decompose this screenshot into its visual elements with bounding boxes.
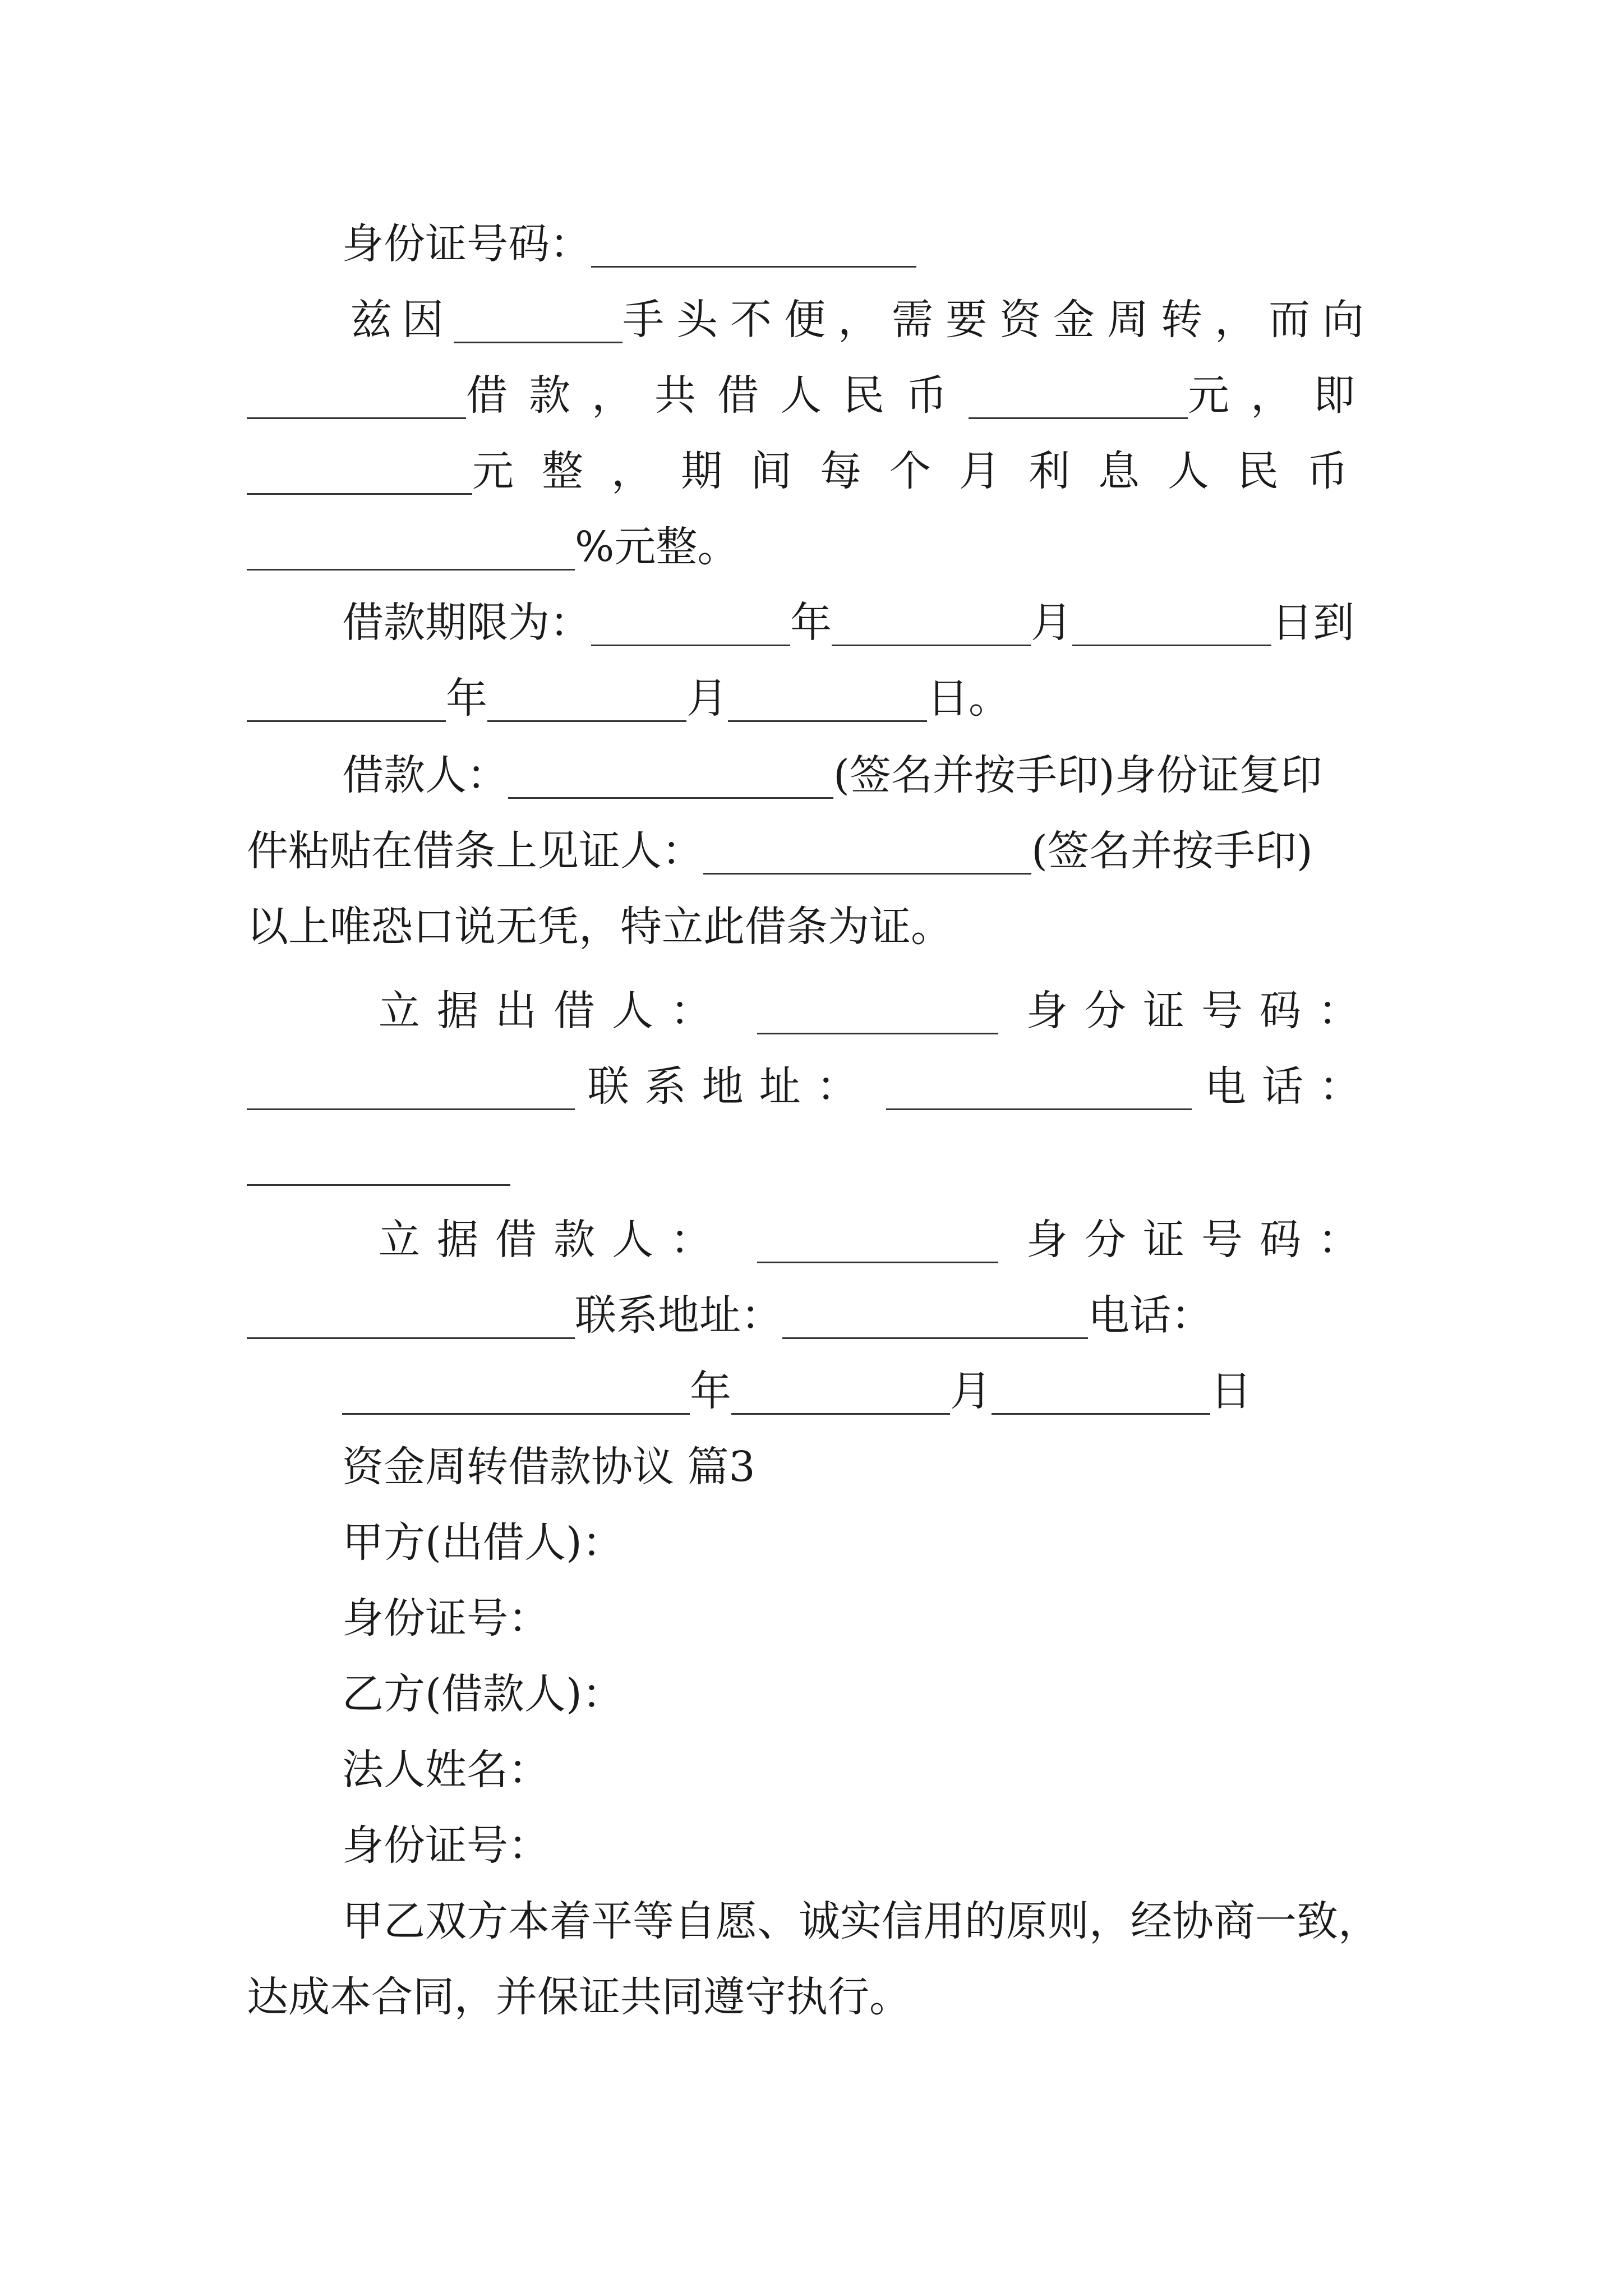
borrower-sign-suffix: (签名并按手印)身份证复印 <box>833 751 1322 799</box>
witness-suffix: (签名并按手印) <box>1031 827 1313 875</box>
reason-rate-text: %元整。 <box>575 523 739 571</box>
section-title <box>247 1433 1376 1501</box>
date-month: 月 <box>950 1367 992 1415</box>
id-number-label: 身份证号码： <box>342 220 591 268</box>
term-month-blank <box>832 606 1031 646</box>
id-number-line <box>247 210 1376 278</box>
witness-label: 件粘贴在借条上见证人： <box>247 827 703 875</box>
term-end-month-blank <box>487 682 686 722</box>
term-line-2 <box>247 665 1376 732</box>
lender-label: 立据出借人： <box>379 987 728 1035</box>
borrower-line-1 <box>247 1206 1376 1273</box>
lender-phone-blank <box>247 1146 510 1186</box>
borrower-phone-label: 电话： <box>1088 1291 1212 1340</box>
term-label: 借款期限为： <box>342 599 591 647</box>
reason-blank-5 <box>247 531 575 570</box>
reason-loan-text: 借款，共借人民币 <box>466 371 969 420</box>
proof-statement: 以上唯恐口说无凭，特立此借条为证。 <box>247 903 952 951</box>
reason-prefix: 兹因 <box>351 296 454 344</box>
term-line-1 <box>247 589 1376 656</box>
legal-name-line <box>247 1736 1376 1803</box>
borrower-line-2 <box>247 1282 1376 1349</box>
date-year-blank <box>342 1375 690 1415</box>
borrower-addr-blank <box>782 1299 1088 1339</box>
term-month: 月 <box>1031 599 1072 647</box>
preamble-line-2 <box>247 1963 1376 2031</box>
reason-line-3 <box>247 438 1376 505</box>
lender-id-label: 身分证号码： <box>1026 987 1376 1035</box>
borrower-sign-label: 借款人： <box>342 751 508 799</box>
date-day: 日 <box>1210 1367 1252 1415</box>
term-year: 年 <box>790 599 832 647</box>
party-b-label: 乙方(借款人)： <box>342 1670 624 1718</box>
borrower-id-blank <box>247 1299 575 1339</box>
lender-phone-label: 电话： <box>1204 1062 1376 1111</box>
party-b-id-line <box>247 1812 1376 1879</box>
term-year-blank <box>591 606 790 646</box>
date-month-blank <box>731 1375 950 1415</box>
reason-line-4 <box>247 513 1376 581</box>
party-a-line <box>247 1509 1376 1576</box>
term-day-blank <box>1072 606 1271 646</box>
borrower-addr-label: 联系地址： <box>575 1291 782 1340</box>
date-line <box>247 1358 1376 1425</box>
reason-blank-4 <box>247 455 472 495</box>
lender-id-blank <box>247 1070 575 1110</box>
reason-interest-text: 元整，期间每个月利息人民币 <box>472 447 1376 495</box>
section-title-text: 资金周转借款协议 篇3 <box>342 1443 755 1491</box>
party-b-line <box>247 1660 1376 1728</box>
term-end-month: 月 <box>686 674 728 723</box>
lender-addr-blank <box>886 1070 1192 1110</box>
term-end-year: 年 <box>446 674 487 723</box>
borrower-blank <box>757 1223 998 1263</box>
lender-line-2 <box>247 1053 1376 1120</box>
term-end-day: 日。 <box>927 674 1010 723</box>
reason-blank-3 <box>969 379 1188 419</box>
reason-line-2 <box>247 362 1376 429</box>
lender-line-3 <box>247 1129 1376 1196</box>
borrower-sign-blank <box>508 759 833 799</box>
legal-name-label: 法人姓名： <box>342 1746 550 1794</box>
term-end-day-blank <box>728 682 927 722</box>
date-year: 年 <box>690 1367 731 1415</box>
preamble-text-1: 甲乙双方本着平等自愿、诚实信用的原则，经协商一致， <box>342 1897 1380 1945</box>
borrower-id-label: 身分证号码： <box>1026 1216 1376 1264</box>
reason-suffix: 手头不便，需要资金周转，而向 <box>623 296 1376 344</box>
reason-blank-1 <box>454 303 623 343</box>
party-a-id-label: 身份证号： <box>342 1594 550 1642</box>
date-day-blank <box>992 1375 1210 1415</box>
lender-addr-label: 联系地址： <box>587 1062 874 1111</box>
preamble-line-1 <box>247 1888 1380 1955</box>
party-a-id-line <box>247 1585 1376 1652</box>
term-end-year-blank <box>247 682 446 722</box>
party-b-id-label: 身份证号： <box>342 1821 550 1870</box>
party-a-label: 甲方(出借人)： <box>342 1519 624 1567</box>
witness-blank <box>703 835 1031 875</box>
lender-blank <box>757 995 998 1034</box>
borrower-label: 立据借款人： <box>379 1216 728 1264</box>
id-number-blank <box>591 228 916 268</box>
borrower-sign-line-1 <box>247 742 1376 809</box>
preamble-text-2: 达成本合同，并保证共同遵守执行。 <box>247 1973 911 2021</box>
borrower-sign-line-3 <box>247 893 1376 960</box>
term-day-to: 日到 <box>1271 599 1354 647</box>
reason-blank-2 <box>247 379 466 419</box>
borrower-sign-line-2 <box>247 817 1376 885</box>
reason-yuan-text: 元，即 <box>1188 371 1376 420</box>
reason-line-1 <box>247 286 1376 353</box>
lender-line-1 <box>247 977 1376 1045</box>
